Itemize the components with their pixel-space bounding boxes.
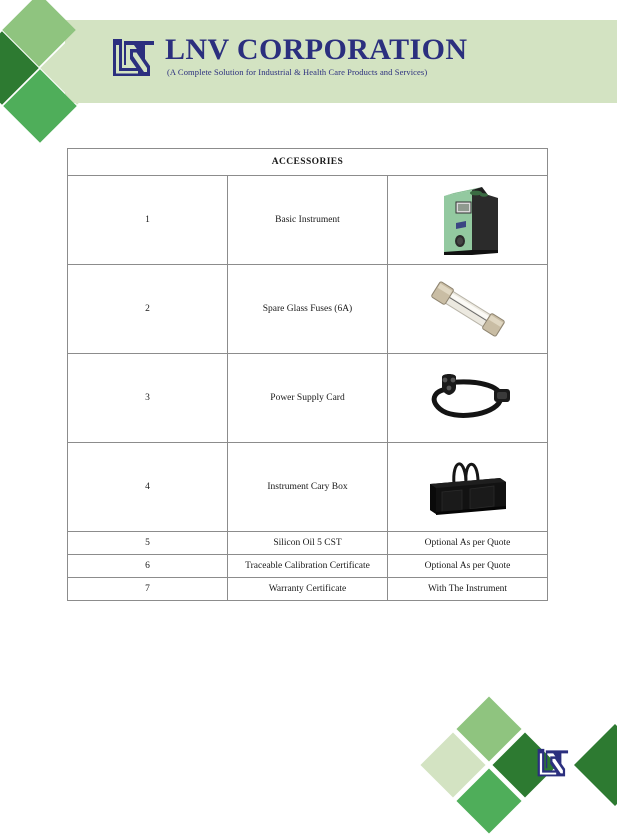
- accessories-table-body: [68, 149, 548, 601]
- table-title: ACCESSORIES: [68, 149, 548, 176]
- table-row: [68, 578, 548, 601]
- table-row: [68, 176, 548, 265]
- row-description: Basic Instrument: [228, 176, 388, 265]
- table-header-row: [68, 149, 548, 176]
- table-row: [68, 532, 548, 555]
- row-media-text: With The Instrument: [388, 578, 548, 601]
- row-number: 3: [68, 354, 228, 443]
- footer-diamond-dark-green-edge: [574, 724, 617, 806]
- row-media: [388, 443, 548, 532]
- row-number: 5: [68, 532, 228, 555]
- row-description: Traceable Calibration Certificate: [228, 555, 388, 578]
- row-number: 1: [68, 176, 228, 265]
- row-number: 6: [68, 555, 228, 578]
- lnv-monogram-icon: [100, 35, 162, 81]
- row-media: [388, 176, 548, 265]
- glass-fuse-image: [388, 265, 547, 353]
- accessories-table-container: [67, 148, 548, 601]
- table-row: [68, 354, 548, 443]
- dry-block-calibrator-image: [388, 176, 547, 264]
- power-cord-image: [388, 354, 547, 442]
- table-row: [68, 443, 548, 532]
- accessories-table: [67, 148, 548, 601]
- row-media: [388, 354, 548, 443]
- row-media-text: Optional As per Quote: [388, 532, 548, 555]
- row-description: Instrument Cary Box: [228, 443, 388, 532]
- company-name: LNV CORPORATION: [165, 33, 468, 66]
- table-row: [68, 265, 548, 354]
- lnv-monogram-icon: [528, 745, 574, 781]
- table-row: [68, 555, 548, 578]
- row-number: 2: [68, 265, 228, 354]
- page-header: [0, 0, 617, 140]
- row-description: Spare Glass Fuses (6A): [228, 265, 388, 354]
- row-number: 4: [68, 443, 228, 532]
- company-logo: [100, 34, 467, 81]
- row-description: Power Supply Card: [228, 354, 388, 443]
- row-number: 7: [68, 578, 228, 601]
- row-description: Warranty Certificate: [228, 578, 388, 601]
- company-tagline: (A Complete Solution for Industrial & Health Care Products and Services): [167, 67, 428, 77]
- row-media-text: Optional As per Quote: [388, 555, 548, 578]
- row-description: Silicon Oil 5 CST: [228, 532, 388, 555]
- carry-bag-image: [388, 443, 547, 531]
- row-media: [388, 265, 548, 354]
